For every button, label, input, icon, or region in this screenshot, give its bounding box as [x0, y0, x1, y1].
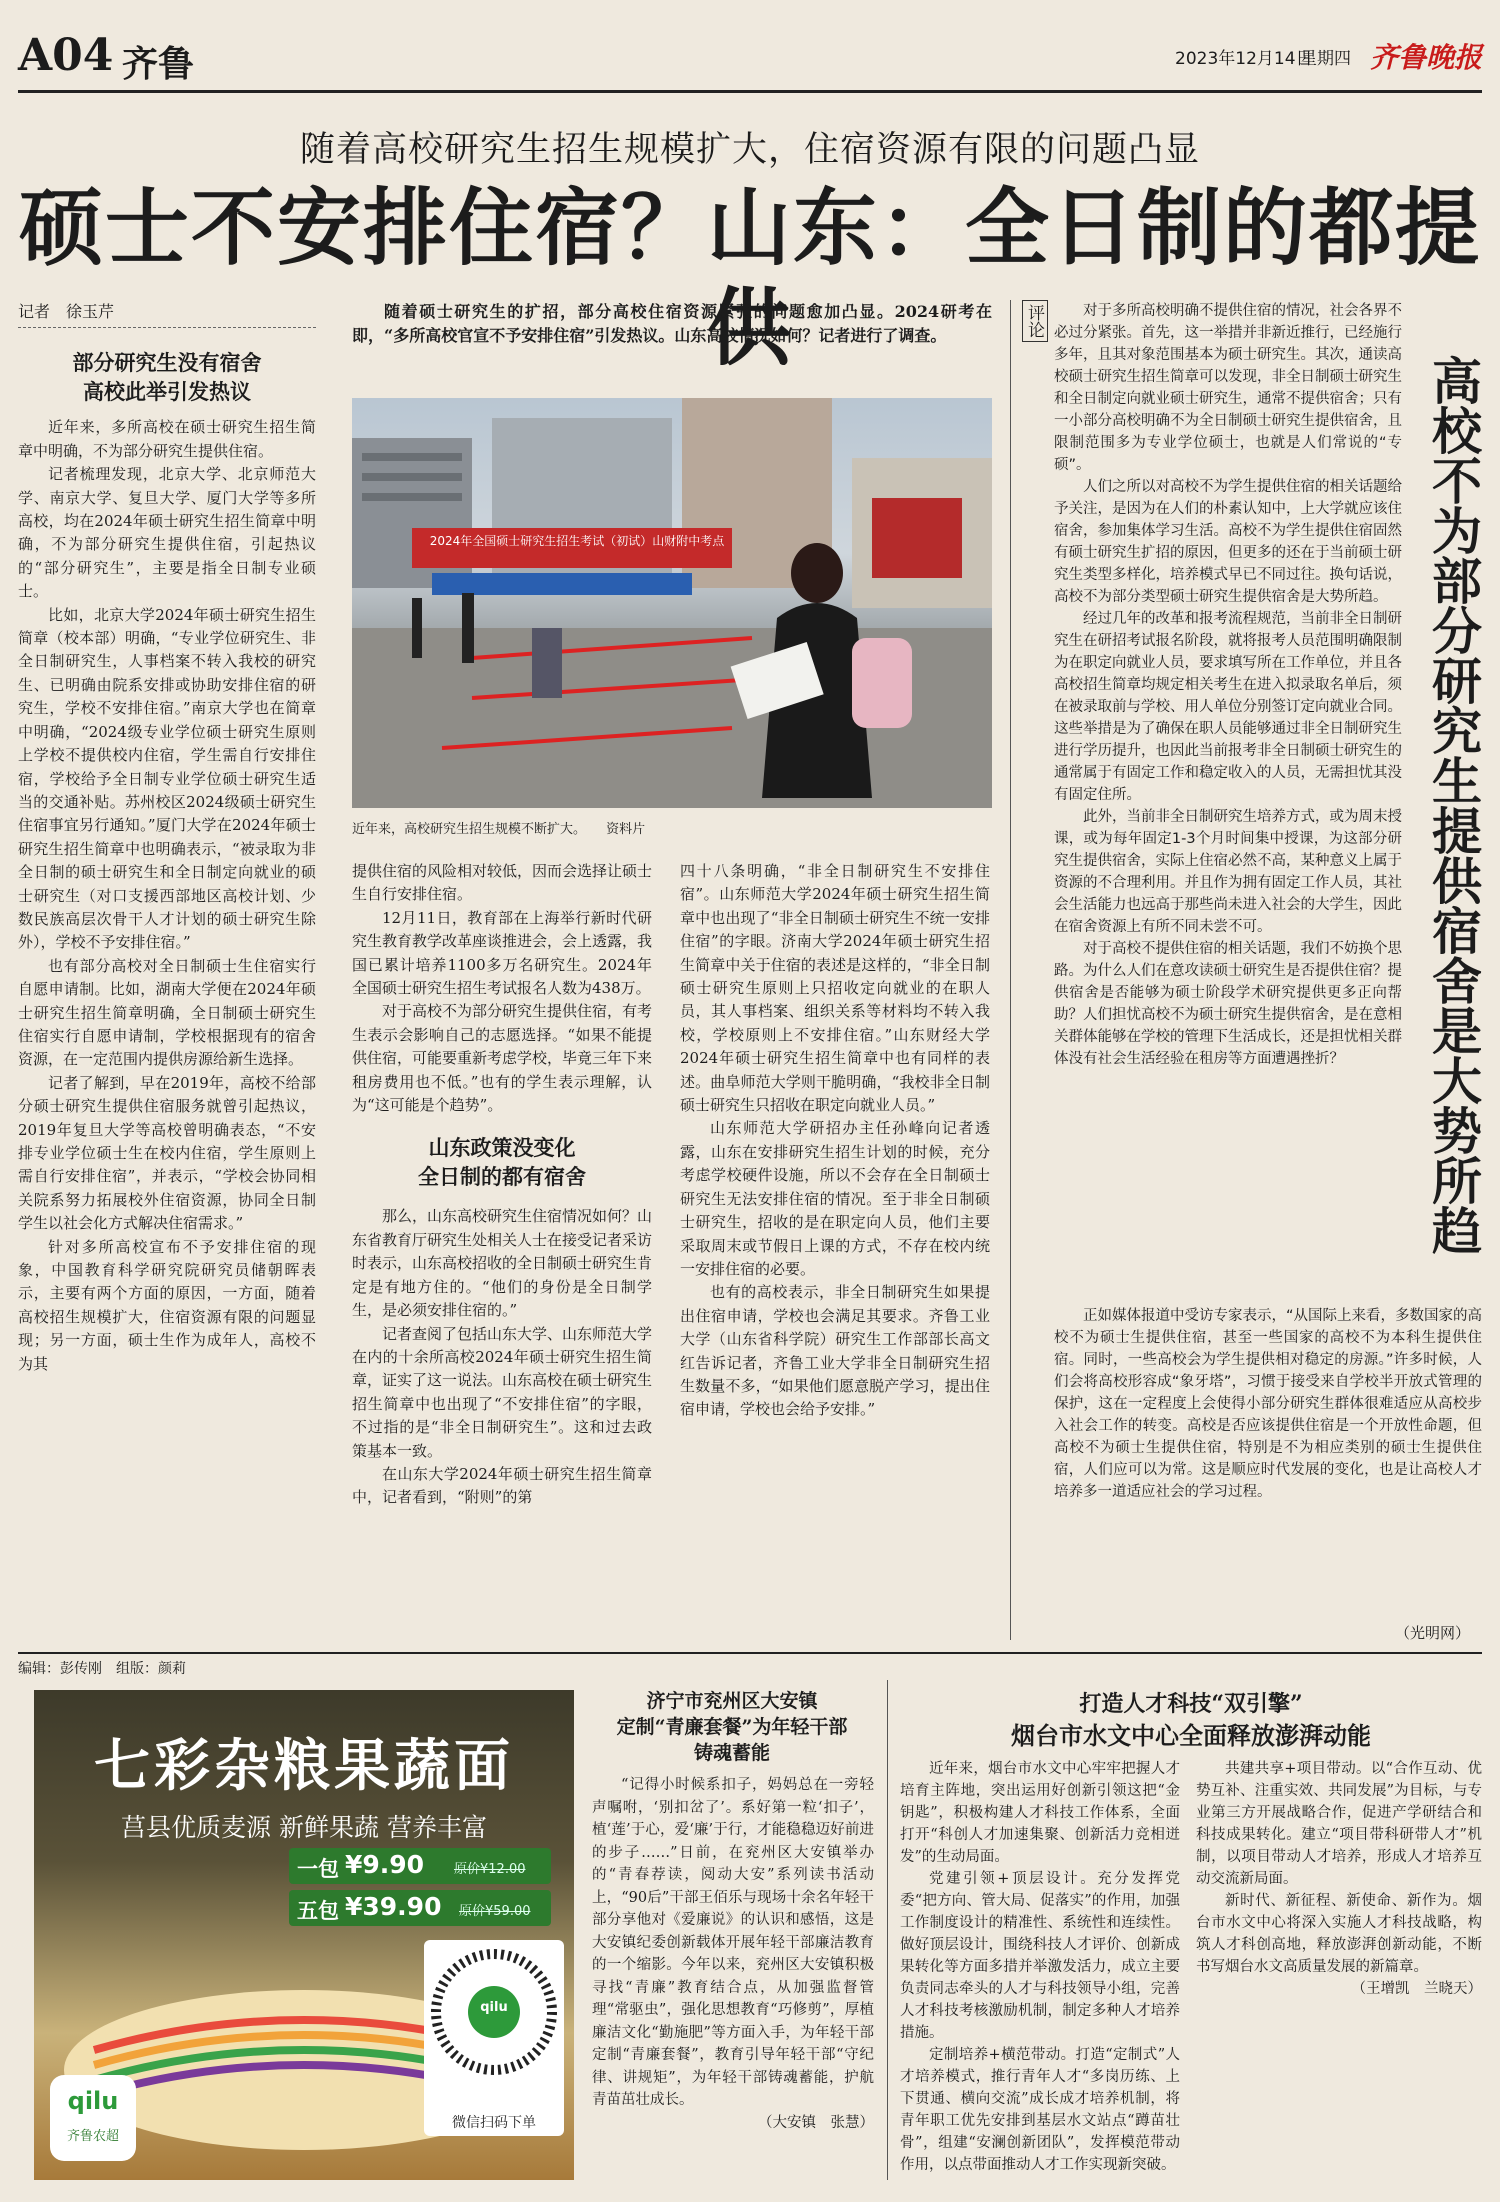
paragraph: 比如，北京大学2024年硕士研究生招生简章（校本部）明确，“专业学位研究生、非全日制研究生，人事档案不转入我校的研究生、已明确由院系安排或协助安排住宿的研究生，学校不安排住宿。”南京大学也在简章中明确，“2024级专业学位硕士研究生原则上学校不提供校内住宿，学生需自行安排住宿，学校给予全日制专业学位硕士研究生适当的交通补贴。苏州校区2024级硕士研究生住宿事宜另行通知。”厦门大学在2024年硕士研究生招生简章中也明确表示，“被录取为非全日制的硕士研究生和全日制定向就业的硕士研究生（对口支援西部地区高校计划、少数民族高层次骨干人才计划的硕士研究生除外），学校不予安排住宿。” — [18, 605, 316, 952]
ad-slogan: 莒县优质麦源 新鲜果蔬 营养丰富 — [121, 1813, 487, 1842]
section-rule — [18, 1652, 1482, 1654]
paragraph: 那么，山东高校研究生住宿情况如何？山东省教育厅研究生处相关人士在接受记者采访时表示，山东高校招收的全日制硕士研究生肯定是有地方住的。“他们的身份是全日制学生，是必须安排住宿的。” — [352, 1207, 652, 1320]
ad-price-2: 五包 ¥39.90 原价¥59.00 — [289, 1890, 551, 1926]
section-name: 齐鲁 — [122, 43, 195, 85]
advertisement — [34, 1690, 574, 2180]
page-header — [0, 0, 1500, 95]
story-2-credit: （大安镇 张慧） — [758, 2114, 874, 2131]
photo-caption: 近年来，高校研究生招生规模不断扩大。 资料片 — [352, 822, 646, 837]
paragraph: 此外，当前非全日制研究生培养方式，或为周末授课，或为每年固定1-3个月时间集中授课，为这部分研究生提供宿舍，实际上住宿必然不高，某种意义上属于资源的不合理利用。并且作为拥有固定工作人员，其社会生活能力也远高于那些尚未进入社会的大学生，因此在宿舍资源上有所不同未尝不可。 — [1054, 809, 1402, 935]
story-2-headline: 济宁市兖州区大安镇 定制“青廉套餐”为年轻干部 铸魂蓄能 — [616, 1690, 848, 1764]
scan-label: 微信扫码下单 — [452, 2115, 536, 2131]
paragraph: 近年来，烟台市水文中心牢牢把握人才培育主阵地，突出运用好创新引领这把“金钥匙”，积极构建人才科技工作体系，全面打开“科创人才加速集聚、创新活力竞相迸发”的生动局面。 — [900, 1761, 1180, 1865]
commentary-source: （光明网） — [1395, 1624, 1471, 1642]
headline-kicker: 随着高校研究生招生规模扩大，住宿资源有限的问题凸显 — [299, 130, 1200, 170]
ad-title: 七彩杂粮果蔬面 — [94, 1734, 514, 1799]
column-3 — [680, 860, 990, 1645]
header-rule — [18, 90, 1482, 93]
byline: 记者 徐玉芹 — [18, 300, 316, 328]
paragraph: 对于高校不提供住宿的相关话题，我们不妨换个思路。为什么人们在意攻读硕士研究生是否提供住宿？提供宿舍是否能够为硕士阶段学术研究提供更多正向帮助？人们担忧高校不为硕士研究生提供宿舍，是在意相关群体能够在学校的管理下生活成长，还是担忧相关群体没有社会生活经验在租房等方面遭遇挫折？ — [1054, 941, 1402, 1067]
editors-credit: 编辑：彭传刚 组版：颜莉 — [18, 1661, 186, 1677]
paragraph: 也有的高校表示，非全日制研究生如果提出住宿申请，学校也会满足其要求。齐鲁工业大学（山东省科学院）研究生工作部部长高文红告诉记者，齐鲁工业大学非全日制研究生招生数量不多，“如果他们愿意脱产学习，提出住宿申请，学校也会给予安排。” — [680, 1283, 990, 1419]
issue-weekday: 星期四 — [1300, 49, 1351, 69]
news-photo — [352, 398, 992, 808]
commentary-body-wide — [1054, 1305, 1482, 1635]
brand-logo: qilu 齐鲁农超 — [50, 2075, 136, 2161]
paragraph: 12月11日，教育部在上海举行新时代研究生教育教学改革座谈推进会，会上透露，我国已累计培养1100多万名研究生。2024年全国硕士研究生招生考试报名人数为438万。 — [352, 908, 652, 998]
paragraph: 新时代、新征程、新使命、新作为。烟台市水文中心将深入实施人才科技战略，构筑人才科创高地，释放澎湃创新动能，不断书写烟台水文高质量发展的新篇章。 — [1196, 1893, 1482, 1975]
paragraph: 党建引领+顶层设计。充分发挥党委“把方向、管大局、促落实”的作用，加强工作制度设计的精准性、系统性和连续性。做好顶层设计，围绕科技人才评价、创新成果转化等方面多措并举激发活力，成立主要负责同志牵头的人才与科技领导小组，完善人才科技考核激励机制，制定多种人才培养措施。 — [900, 1871, 1180, 2041]
paragraph: 正如媒体报道中受访专家表示，“从国际上来看，多数国家的高校不为硕士生提供住宿，甚至一些国家的高校不为本科生提供住宿。同时，一些高校会为学生提供相对稳定的房源。”许多时候，人们会将高校形容成“象牙塔”，习惯于接受来自学校半开放式管理的保护，这在一定程度上会使得小部分研究生群体很难适应从高校步入社会工作的转变。高校是否应该提供住宿是一个开放性命题，但高校不为硕士生提供住宿，特别是不为相应类别的硕士生提供住宿，人们应可以为常。这是顺应时代发展的变化，也是让高校人才培养多一道适应社会的学习过程。 — [1054, 1308, 1482, 1500]
story-3-body-right — [1196, 1758, 1482, 2180]
paragraph: 四十八条明确，“非全日制研究生不安排住宿”。山东师范大学2024年硕士研究生招生简章中也出现了“非全日制硕士研究生不统一安排住宿”的字眼。济南大学2024年硕士研究生招生简章中关于住宿的表述是这样的，“非全日制硕士研究生原则上只招收定向就业的在职人员，其人事档案、组织关系等材料均不转入我校，学校原则上不安排住宿。”山东财经大学2024年硕士研究生招生简章中也有同样的表述。曲阜师范大学则干脆明确，“我校非全日制硕士研究生只招收在职定向就业人员。” — [680, 862, 990, 1115]
subhead-2: 山东政策没变化 全日制的都有宿舍 — [418, 1135, 586, 1190]
column-divider — [887, 1680, 888, 2180]
paragraph: 对于高校不为部分研究生提供住宿，有考生表示会影响自己的志愿选择。“如果不能提供住宿，可能要重新考虑学校，毕竟三年下来租房费用也不低。”也有的学生表示理解，认为“这可能是个趋势”。 — [352, 1002, 652, 1115]
paragraph: 山东师范大学研招办主任孙峰向记者透露，山东在安排研究生招生计划的时候，充分考虑学校硬件设施，所以不会存在全日制硕士研究生无法安排住宿的情况。至于非全日制硕士研究生，招收的是在职定向人员，他们主要采取周末或节假日上课的方式，不存在校内统一安排住宿的必要。 — [680, 1119, 990, 1278]
paragraph: 近年来，多所高校在硕士研究生招生简章中明确，不为部分研究生提供住宿。 — [18, 418, 316, 460]
paragraph: 针对多所高校宣布不予安排住宿的现象，中国教育科学研究院研究员储朝晖表示，主要有两个方面的原因，一方面，随着高校招生规模扩大，住宿资源有限的问题显现；另一方面，硕士生作为成年人，高校不为其 — [18, 1237, 316, 1373]
paragraph: 提供住宿的风险相对较低，因而会选择让硕士生自行安排住宿。 — [352, 862, 652, 904]
column-1 — [18, 300, 316, 1645]
paragraph: 记者梳理发现，北京大学、北京师范大学、南京大学、复旦大学、厦门大学等多所高校，均在2024年硕士研究生招生简章中明确，不为部分研究生提供住宿，引起热议的“部分研究生”，主要是指全日制专业硕士。 — [18, 465, 316, 601]
paragraph: 记者了解到，早在2019年，高校不给部分硕士研究生提供住宿服务就曾引起热议，2019年复旦大学等高校曾明确表态，“不安排专业学位硕士生在校内住宿，学生原则上需自行安排住宿”，并表示，“学校会协同相关院系努力拓展校外住宿资源，协同全日制学生以社会化方式解决住宿需求。” — [18, 1073, 316, 1233]
qr-code-icon — [424, 1940, 564, 2090]
story-3-headline: 打造人才科技“双引擎” 烟台市水文中心全面释放澎湃动能 — [1011, 1691, 1371, 1750]
ad-price-1: 一包 ¥9.90 原价¥12.00 — [289, 1848, 551, 1884]
photo-illustration — [352, 398, 992, 808]
masthead-logo: 齐鲁晚报 — [1370, 41, 1483, 74]
photo-banner-text: 2024年全国硕士研究生招生考试（初试）山财附中考点 — [429, 534, 725, 548]
story-3-body-left — [900, 1758, 1180, 2180]
paragraph: “记得小时候系扣子，妈妈总在一旁轻声嘱咐，‘别扣岔了’。系好第一粒‘扣子’，植‘莲’于心，爱‘廉’于行，才能稳稳迈好前进的步子……”日前，在兖州区大安镇举办的“青春荐读，阅动大安”系列读书活动上，“90后”干部王佰乐与现场十余名年轻干部分享他对《爱廉说》的认识和感悟，这是大安镇纪委创新载体开展年轻干部廉洁教育的一个缩影。今年以来，兖州区大安镇积极寻找“青廉”教育结合点，从加强监督管理“常驱虫”，强化思想教育“巧修剪”，厚植廉洁文化“勤施肥”等方面入手，为年轻干部定制“青廉套餐”，教育引导年轻干部“守纪律、讲规矩”，为年轻干部铸魂蓄能，护航青苗茁壮成长。 — [592, 1777, 874, 2108]
story-2-body — [592, 1774, 874, 2164]
commentary-label: 评论 — [1022, 300, 1048, 342]
page-code: A04 — [18, 30, 114, 81]
headline-title: 硕士不安排住宿？山东：全日制的都提供 — [18, 178, 1481, 377]
subhead-1: 部分研究生没有宿舍 高校此举引发热议 — [72, 350, 262, 405]
paragraph: 定制培养+横范带动。打造“定制式”人才培养模式，推行青年人才“多岗历练、上下贯通、横向交流”成长成才培养机制，将青年职工优先安排到基层水文站点“蹲苗壮骨”，组建“安澜创新团队”，发挥模范带动作用，以点带面推动人才工作实现新突破。 — [900, 2047, 1180, 2173]
paragraph: 共建共享+项目带动。以“合作互动、优势互补、注重实效、共同发展”为目标，与专业第三方开展战略合作，促进产学研结合和科技成果转化。建立“项目带科研带人才”机制，以项目带动人才培养，形成人才培养互动交流新局面。 — [1196, 1761, 1482, 1887]
paragraph: 记者查阅了包括山东大学、山东师范大学在内的十余所高校2024年硕士研究生招生简章，证实了这一说法。山东高校在硕士研究生招生简章中也出现了“不安排住宿”的字眼，不过指的是“非全日制研究生”。这和过去政策基本一致。 — [352, 1324, 652, 1460]
paragraph: 在山东大学2024年硕士研究生招生简章中，记者看到，“附则”的第 — [352, 1464, 652, 1507]
commentary-title: 高校不为部分研究生提供宿舍是大势所趋 — [1424, 355, 1483, 1255]
lead-paragraph: 随着硕士研究生的扩招，部分高校住宿资源紧张的问题愈加凸显。2024研考在即，“多所高校官宣不予安排住宿”引发热议。山东高校情况如何？记者进行了调查。 — [352, 302, 992, 345]
paragraph: 对于多所高校明确不提供住宿的情况，社会各界不必过分紧张。首先，这一举措并非新近推行，已经施行多年，且其对象范围基本为硕士研究生。其次，通读高校硕士研究生招生简章可以发现，非全日制硕士研究生和全日制定向就业硕士研究生，通常不提供宿舍；只有一小部分高校明确不为全日制硕士研究生提供宿舍，且限制范围多为专业学位硕士，也就是人们常说的“专硕”。 — [1054, 303, 1402, 473]
issue-date: 2023年12月14日 — [1175, 49, 1313, 69]
column-divider — [1010, 300, 1011, 1640]
commentary-body — [1054, 300, 1402, 1300]
paragraph: 人们之所以对高校不为学生提供住宿的相关话题给予关注，是因为在人们的朴素认知中，上大学就应该住宿舍，参加集体学习生活。高校不为学生提供住宿固然有硕士研究生扩招的原因，但更多的还在于当前硕士研究生类型多样化，培养模式早已不同过往。换句话说，高校不为部分类型硕士研究生提供宿舍是大势所趋。 — [1054, 479, 1402, 605]
qr-code[interactable]: qilu 微信扫码下单 — [424, 1940, 564, 2136]
paragraph: 也有部分高校对全日制硕士生住宿实行自愿申请制。比如，湖南大学便在2024年硕士研究生招生简章明确，全日制硕士研究生住宿实行自愿申请制，学校根据现有的宿舍资源，在一定范围内提供房源给新生选择。 — [18, 956, 316, 1069]
story-3-credit: （王增凯 兰晓天） — [1351, 1981, 1482, 1997]
column-2 — [352, 860, 652, 1645]
paragraph: 经过几年的改革和报考流程规范，当前非全日制研究生在研招考试报名阶段，就将报考人员范围明确限制为在职定向就业人员，要求填写所在工作单位，并且各高校招生简章均规定相关考生在进入拟录取名单后，须在被录取前与学校、用人单位分别签订定向就业合同。这些举措是为了确保在职人员能够通过非全日制研究生进行学历提升，也因此当前报考非全日制硕士研究生的通常属于有固定工作和稳定收入的人员，无需担忧其没有固定住所。 — [1054, 611, 1402, 803]
